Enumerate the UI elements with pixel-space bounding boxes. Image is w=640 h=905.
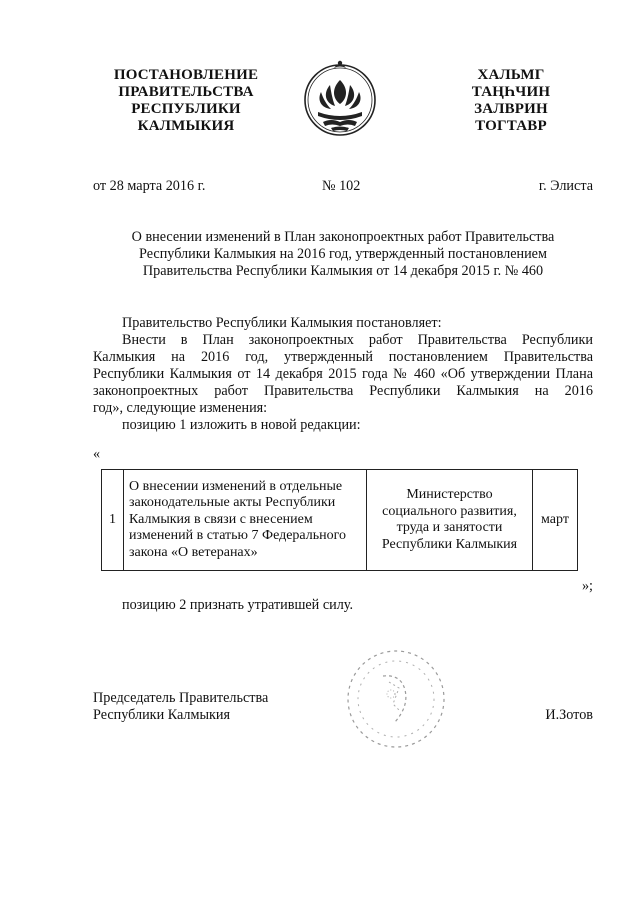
main-paragraph [93,332,593,417]
signature-position-line: Председатель Правительства [93,690,269,706]
open-quote: « [93,446,101,462]
document-date: от 28 марта 2016 г. [93,178,206,194]
item1-text: позицию 1 изложить в новой редакции: [122,417,361,433]
paragraph-first-line: Внести в План законопроектных работ Правительства Республики [122,332,593,348]
title-line: Республики Калмыкия на 2016 год, утвержденный постановлением [139,246,547,262]
header-left-line: ПОСТАНОВЛЕНИЕ [113,67,259,83]
table-row [102,470,578,571]
plan-table-wrap [101,469,578,571]
header-right [456,67,566,135]
header-left-line: РЕСПУБЛИКИ [131,101,241,117]
plan-table [101,469,578,571]
row-description: О внесении изменений в отдельные законодательные акты Республики Калмыкия в связи с внесением изменений в статью 7 Федерального закона «О ветеранах» [124,470,367,571]
close-quote: »; [581,578,593,594]
intro-text: Правительство Республики Калмыкия постановляет: [122,315,442,331]
coat-of-arms-icon [301,58,379,138]
item2-text: позицию 2 признать утратившей силу. [122,597,354,613]
document-city: г. Элиста [538,178,593,194]
row-ministry: Министерство социального развития, труда и занятости Республики Калмыкия [367,470,533,571]
signature-position [93,690,268,724]
seal-stamp-icon [343,646,449,752]
header-left-line: КАЛМЫКИЯ [137,118,235,134]
signature-position-line: Республики Калмыкия [93,707,231,723]
header-right-line: ХАЛЬМГ [477,67,545,83]
document-title [93,229,593,280]
header-right-line: ТОГТАВР [475,118,547,134]
row-number: 1 [102,470,124,571]
header-left-line: ПРАВИТЕЛЬСТВА [118,84,254,100]
title-line: Правительства Республики Калмыкия от 14 декабря 2015 г. № 460 [142,263,544,279]
title-line: О внесении изменений в План законопроектных работ Правительства [131,229,555,245]
signature-name: И.Зотов [545,707,593,723]
header-right-line: ТАҢҺЧИН [471,84,551,100]
header-right-line: ЗАЛВРИН [474,101,548,117]
header-left [96,67,276,135]
row-month: март [533,470,578,571]
paragraph-last-line: год», следующие изменения: [93,400,268,416]
paragraph-body: Калмыкия на 2016 год, утвержденный постановлением Правительства Республики Калмыкия от 14 декабря 2015 года № 460 «Об утверждении Плана законопроектных работ Правительства Республики Калмыкия на 2016 [93,349,593,399]
document-number: № 102 [322,178,361,194]
